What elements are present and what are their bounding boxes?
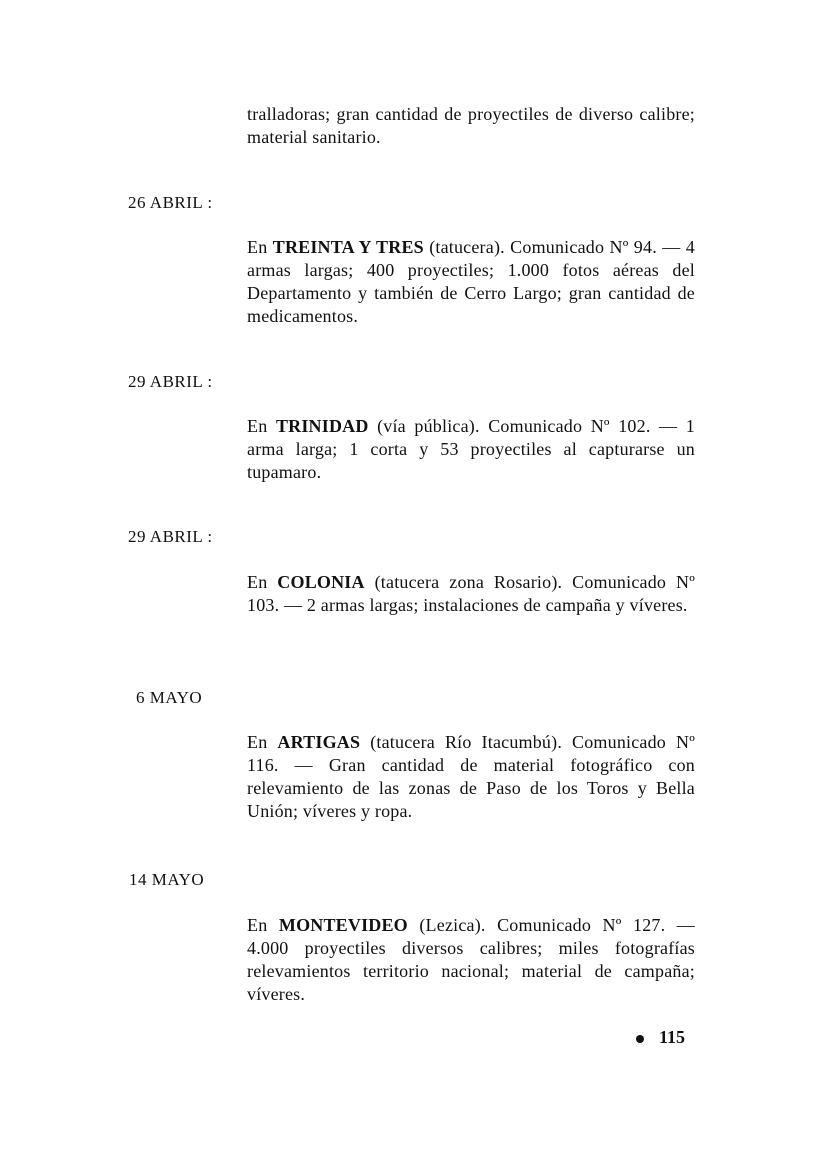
entry-text: (tatucera). Comunicado Nº 94. — 4 armas largas; 400 proyectiles; 1.000 fotos aéreas del Departamento y también de Cerro Largo; gran cantidad de medicamentos. xyxy=(247,237,695,326)
entry-paragraph: En ARTIGAS (tatucera Río Itacumbú). Comunicado Nº 116. — Gran cantidad de material fotográfico con relevamiento de las zonas de Paso de los Toros y Bella Unión; víveres y ropa. xyxy=(247,732,695,821)
entry-paragraph: En TRINIDAD (vía pública). Comunicado Nº 102. — 1 arma larga; 1 corta y 53 proyectiles al capturarse un tupamaro. xyxy=(247,416,695,482)
entry-text: (vía pública). Comunicado Nº 102. — 1 arma larga; 1 corta y 53 proyectiles al capturarse un tupamaro. xyxy=(247,416,695,482)
entry-paragraph: En TREINTA Y TRES (tatucera). Comunicado Nº 94. — 4 armas largas; 400 proyectiles; 1.000 fotos aéreas del Departamento y también de Cerro Largo; gran cantidad de medicamentos. xyxy=(247,237,695,326)
entry-date: 14 MAYO xyxy=(129,870,205,889)
entry-text: (tatucera Río Itacumbú). Comunicado Nº 116. — Gran cantidad de material fotográfico con relevamiento de las zonas de Paso de los Toros y Bella Unión; víveres y ropa. xyxy=(247,732,695,821)
entry-date: 26 ABRIL : xyxy=(128,193,213,212)
page-number xyxy=(636,1027,685,1048)
page-number-text: 115 xyxy=(659,1027,686,1047)
place-name: MONTEVIDEO xyxy=(278,915,408,935)
entry-date: 6 MAYO xyxy=(136,688,203,707)
entry-paragraph: En MONTEVIDEO (Lezica). Comunicado Nº 127. — 4.000 proyectiles diversos calibres; miles fotografías relevamientos territorio nacional; material de campaña; víveres. xyxy=(247,915,695,1004)
place-name: ARTIGAS xyxy=(277,732,361,752)
place-name: TREINTA Y TRES xyxy=(272,237,424,257)
place-name: COLONIA xyxy=(277,572,365,592)
place-name: TRINIDAD xyxy=(275,416,369,436)
entry-paragraph: En COLONIA (tatucera zona Rosario). Comunicado Nº 103. — 2 armas largas; instalaciones de campaña y víveres. xyxy=(247,572,695,615)
entry-date: 29 ABRIL : xyxy=(128,527,213,546)
entry-text: (Lezica). Comunicado Nº 127. — 4.000 proyectiles diversos calibres; miles fotografías relevamientos territorio nacional; material de campaña; víveres. xyxy=(247,915,695,1004)
intro-paragraph: tralladoras; gran cantidad de proyectiles de diverso calibre; material sanitario. xyxy=(247,104,695,147)
entry-date: 29 ABRIL : xyxy=(128,372,213,391)
bullet-icon xyxy=(636,1035,644,1043)
entry-text: (tatucera zona Rosario). Comunicado Nº 103. — 2 armas largas; instalaciones de campaña y víveres. xyxy=(247,572,695,615)
